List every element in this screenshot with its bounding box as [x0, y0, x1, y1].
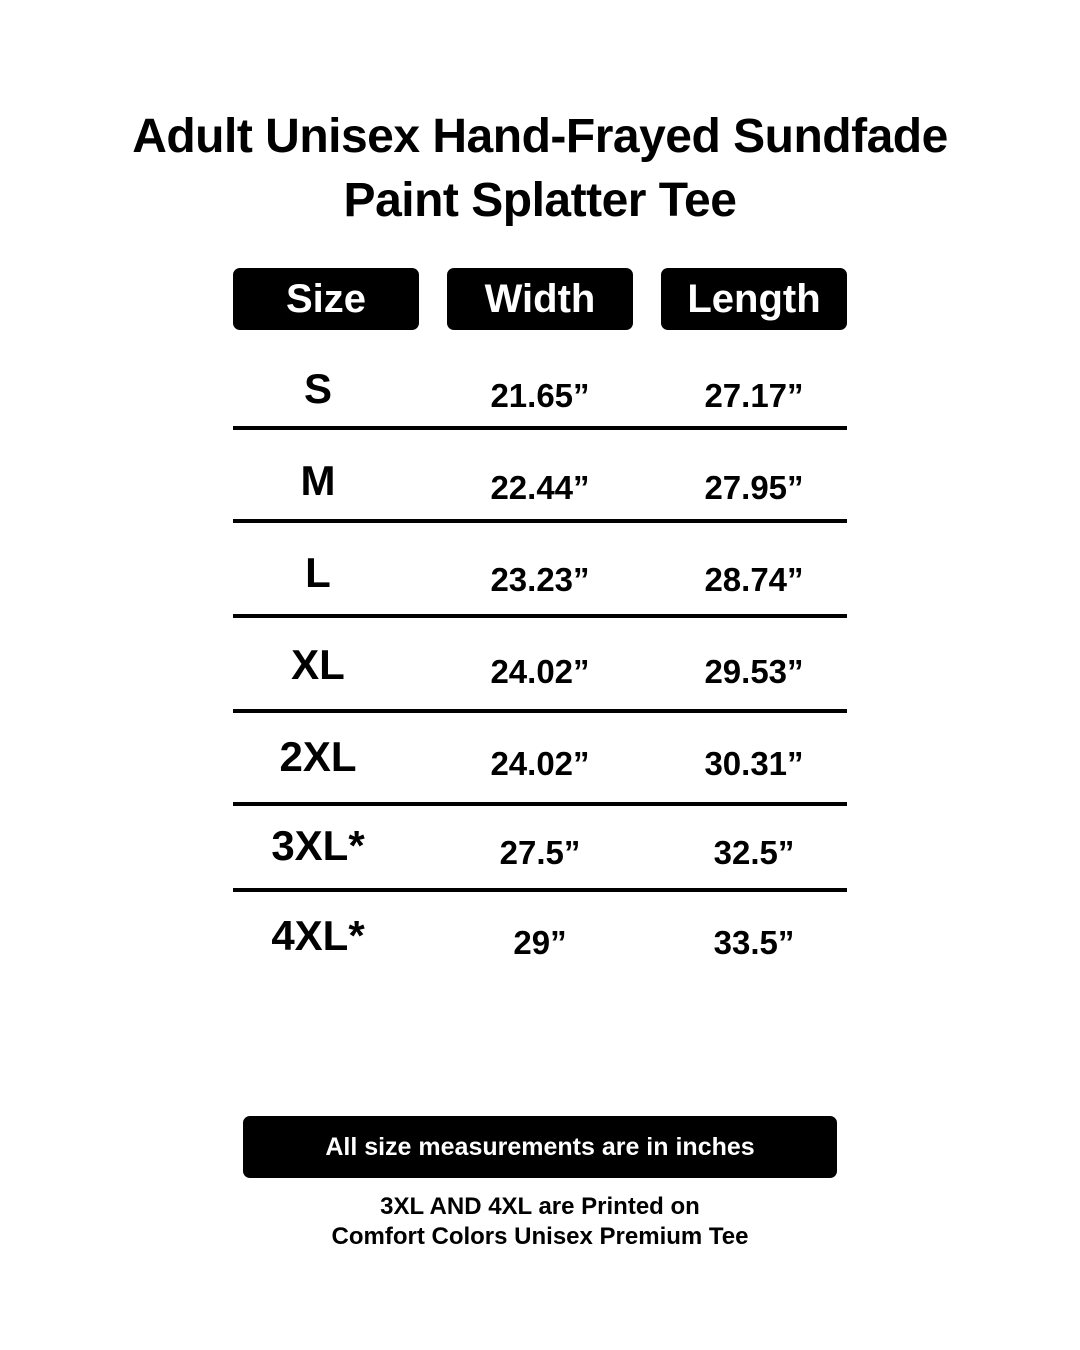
footnote [0, 1192, 1080, 1252]
width-cell: 29” [513, 924, 567, 961]
length-cell: 29.53” [704, 653, 804, 690]
size-cell: M [300, 457, 336, 504]
footnote-line-1: 3XL AND 4XL are Printed on [380, 1193, 700, 1220]
width-cell: 21.65” [490, 377, 590, 414]
row-divider [233, 888, 847, 892]
width-cell: 22.44” [490, 469, 590, 506]
row-divider [233, 614, 847, 618]
length-cell: 30.31” [704, 745, 804, 782]
length-cell: 33.5” [713, 924, 795, 961]
header-size: Size [233, 268, 419, 330]
length-cell: 28.74” [704, 561, 804, 598]
width-cell: 24.02” [490, 653, 590, 690]
row-divider [233, 709, 847, 713]
size-cell: 3XL* [271, 822, 365, 869]
length-cell: 27.95” [704, 469, 804, 506]
size-cell: XL [291, 641, 345, 688]
size-cell: L [305, 549, 331, 596]
page-title [0, 105, 1080, 233]
header-width: Width [447, 268, 633, 330]
length-cell: 27.17” [704, 377, 804, 414]
measurement-note: All size measurements are in inches [243, 1116, 837, 1178]
size-cell: 4XL* [271, 912, 365, 959]
length-cell: 32.5” [713, 834, 795, 871]
size-cell: 2XL [279, 733, 357, 780]
title-line-2: Paint Splatter Tee [343, 174, 737, 227]
row-divider [233, 802, 847, 806]
width-cell: 27.5” [499, 834, 581, 871]
header-length: Length [661, 268, 847, 330]
row-divider [233, 519, 847, 523]
title-line-1: Adult Unisex Hand-Frayed Sundfade [132, 110, 948, 163]
width-cell: 24.02” [490, 745, 590, 782]
row-divider [233, 426, 847, 430]
footnote-line-2: Comfort Colors Unisex Premium Tee [331, 1223, 749, 1250]
width-cell: 23.23” [490, 561, 590, 598]
size-cell: S [303, 365, 332, 412]
